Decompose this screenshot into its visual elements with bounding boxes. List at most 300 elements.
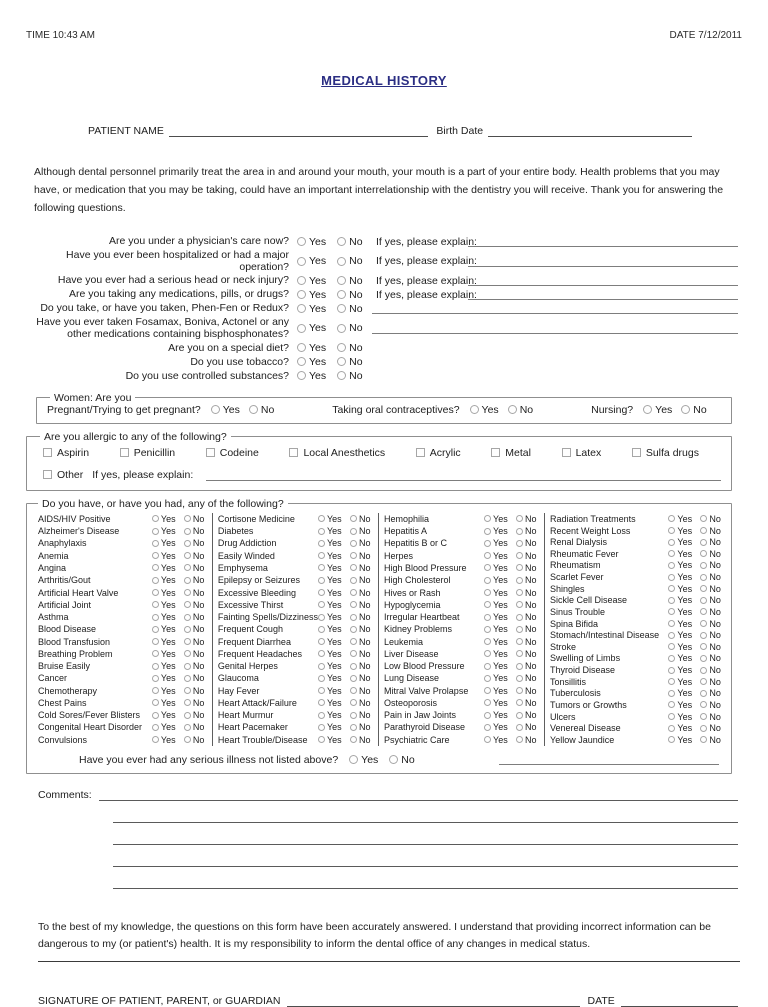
radio-icon[interactable] [152,663,159,670]
radio-icon[interactable] [318,699,325,706]
radio-icon[interactable] [318,687,325,694]
radio-icon[interactable] [184,626,191,633]
radio-icon[interactable] [700,643,707,650]
yes-option[interactable] [297,303,326,315]
radio-icon[interactable] [318,528,325,535]
yes-option[interactable] [152,551,184,561]
allergy-option[interactable] [206,447,259,459]
radio-icon[interactable] [350,577,357,584]
no-option[interactable] [516,612,542,622]
radio-icon[interactable] [318,638,325,645]
no-option[interactable] [516,600,542,610]
radio-icon[interactable] [484,552,491,559]
yes-option[interactable] [668,665,700,675]
allergy-option[interactable] [416,447,461,459]
radio-icon[interactable] [484,650,491,657]
radio-icon[interactable] [152,650,159,657]
radio-icon[interactable] [668,620,675,627]
yes-option[interactable] [484,673,516,683]
radio-icon[interactable] [700,701,707,708]
radio-icon[interactable] [668,713,675,720]
yes-option[interactable] [318,673,350,683]
yes-option[interactable] [668,560,700,570]
explain-field[interactable] [468,275,738,286]
yes-option[interactable] [318,588,350,598]
yes-option[interactable] [668,514,700,524]
no-option[interactable] [350,649,376,659]
no-option[interactable] [516,710,542,720]
yes-option[interactable] [318,575,350,585]
yes-option[interactable] [668,700,700,710]
no-option[interactable] [700,665,726,675]
radio-icon[interactable] [668,725,675,732]
radio-icon[interactable] [350,724,357,731]
no-option[interactable] [350,600,376,610]
radio-icon[interactable] [350,540,357,547]
radio-icon[interactable] [700,725,707,732]
yes-option[interactable] [297,289,326,301]
radio-icon[interactable] [184,540,191,547]
radio-icon[interactable] [184,564,191,571]
radio-icon[interactable] [516,712,523,719]
no-option[interactable] [516,649,542,659]
yes-option[interactable] [668,677,700,687]
no-option[interactable] [184,538,210,548]
radio-icon[interactable] [700,608,707,615]
yes-option[interactable] [152,735,184,745]
no-option[interactable] [700,630,726,640]
no-option[interactable] [516,538,542,548]
no-option[interactable] [337,303,362,315]
radio-icon[interactable] [484,515,491,522]
radio-icon[interactable] [668,515,675,522]
no-option[interactable] [700,526,726,536]
yes-option[interactable] [668,549,700,559]
checkbox-icon[interactable] [491,448,500,457]
radio-icon[interactable] [184,699,191,706]
radio-icon[interactable] [484,577,491,584]
no-option[interactable] [184,710,210,720]
yes-option[interactable] [152,649,184,659]
yes-option[interactable] [484,612,516,622]
radio-icon[interactable] [350,712,357,719]
explain-field[interactable] [468,236,738,247]
no-option[interactable] [700,572,726,582]
yes-option[interactable] [668,537,700,547]
allergy-option[interactable] [43,447,89,459]
no-option[interactable] [184,514,210,524]
no-option[interactable] [350,575,376,585]
yes-option[interactable] [484,637,516,647]
comments-field[interactable] [113,823,738,845]
comments-field[interactable] [99,787,738,801]
no-option[interactable] [350,551,376,561]
no-option[interactable] [700,735,726,745]
radio-icon[interactable] [350,515,357,522]
no-option[interactable] [337,255,362,267]
radio-icon[interactable] [516,675,523,682]
no-option[interactable] [516,514,542,524]
radio-icon[interactable] [297,237,306,246]
radio-icon[interactable] [152,736,159,743]
radio-icon[interactable] [297,304,306,313]
radio-icon[interactable] [184,515,191,522]
radio-icon[interactable] [152,577,159,584]
radio-icon[interactable] [249,405,258,414]
radio-icon[interactable] [152,601,159,608]
yes-option[interactable] [318,563,350,573]
radio-icon[interactable] [700,655,707,662]
checkbox-icon[interactable] [206,448,215,457]
radio-icon[interactable] [484,626,491,633]
signature-date-field[interactable] [621,995,738,1007]
no-option[interactable] [516,551,542,561]
radio-icon[interactable] [700,620,707,627]
yes-option[interactable] [152,612,184,622]
radio-icon[interactable] [152,552,159,559]
no-option[interactable] [700,584,726,594]
yes-option[interactable] [318,698,350,708]
radio-icon[interactable] [668,539,675,546]
no-option[interactable] [516,673,542,683]
yes-option[interactable] [297,356,326,368]
no-option[interactable] [350,563,376,573]
yes-option[interactable] [152,661,184,671]
radio-icon[interactable] [152,614,159,621]
yes-option[interactable] [297,370,326,382]
allergy-option[interactable] [289,447,385,459]
no-option[interactable] [337,342,362,354]
no-option[interactable] [337,236,362,248]
comments-field[interactable] [113,867,738,889]
radio-icon[interactable] [700,690,707,697]
birth-date-field[interactable] [488,124,692,137]
no-option[interactable] [700,549,726,559]
yes-option[interactable] [152,722,184,732]
allergy-option[interactable] [632,447,699,459]
radio-icon[interactable] [516,601,523,608]
radio-icon[interactable] [516,515,523,522]
radio-icon[interactable] [318,724,325,731]
radio-icon[interactable] [700,667,707,674]
radio-icon[interactable] [152,528,159,535]
radio-icon[interactable] [318,552,325,559]
no-option[interactable] [184,649,210,659]
radio-icon[interactable] [318,577,325,584]
radio-icon[interactable] [516,638,523,645]
radio-icon[interactable] [152,687,159,694]
yes-option[interactable] [152,710,184,720]
yes-option[interactable] [484,661,516,671]
radio-icon[interactable] [297,276,306,285]
no-option[interactable] [700,537,726,547]
no-option[interactable] [516,722,542,732]
radio-icon[interactable] [152,589,159,596]
radio-icon[interactable] [318,663,325,670]
radio-icon[interactable] [337,276,346,285]
no-option[interactable] [184,612,210,622]
radio-icon[interactable] [350,601,357,608]
radio-icon[interactable] [184,724,191,731]
yes-option[interactable] [152,514,184,524]
radio-icon[interactable] [389,755,398,764]
radio-icon[interactable] [700,597,707,604]
radio-icon[interactable] [152,712,159,719]
yes-option[interactable] [668,584,700,594]
no-option[interactable] [700,642,726,652]
no-option[interactable] [184,563,210,573]
no-option[interactable] [350,538,376,548]
radio-icon[interactable] [184,589,191,596]
radio-icon[interactable] [297,357,306,366]
allergy-option[interactable] [120,447,175,459]
radio-icon[interactable] [516,577,523,584]
radio-icon[interactable] [337,324,346,333]
yes-option[interactable] [668,712,700,722]
yes-option[interactable] [484,735,516,745]
radio-icon[interactable] [700,539,707,546]
radio-icon[interactable] [350,626,357,633]
radio-icon[interactable] [484,601,491,608]
explain-field[interactable] [372,323,738,334]
no-option[interactable] [700,653,726,663]
radio-icon[interactable] [484,564,491,571]
radio-icon[interactable] [337,257,346,266]
yes-option[interactable] [318,735,350,745]
radio-icon[interactable] [516,614,523,621]
radio-icon[interactable] [484,663,491,670]
radio-icon[interactable] [668,667,675,674]
patient-name-field[interactable] [169,124,429,137]
radio-icon[interactable] [484,724,491,731]
yes-option[interactable] [152,637,184,647]
radio-icon[interactable] [318,614,325,621]
radio-icon[interactable] [668,574,675,581]
yes-option[interactable] [297,236,326,248]
yes-option[interactable] [318,637,350,647]
no-option[interactable] [350,612,376,622]
no-option[interactable] [184,673,210,683]
no-option[interactable] [184,698,210,708]
no-option[interactable] [350,673,376,683]
checkbox-icon[interactable] [562,448,571,457]
radio-icon[interactable] [508,405,517,414]
yes-option[interactable] [297,322,326,334]
yes-option[interactable] [318,722,350,732]
explain-field[interactable] [468,289,738,300]
no-option[interactable] [350,624,376,634]
yes-option[interactable] [668,630,700,640]
allergy-other-option[interactable] [43,469,83,481]
no-option[interactable] [350,526,376,536]
radio-icon[interactable] [516,650,523,657]
checkbox-icon[interactable] [43,448,52,457]
no-option[interactable] [700,688,726,698]
no-option[interactable] [184,526,210,536]
yes-option[interactable] [318,526,350,536]
radio-icon[interactable] [152,515,159,522]
no-option[interactable] [350,514,376,524]
yes-option[interactable] [470,404,499,416]
yes-option[interactable] [484,575,516,585]
radio-icon[interactable] [668,701,675,708]
radio-icon[interactable] [484,528,491,535]
radio-icon[interactable] [211,405,220,414]
no-option[interactable] [184,624,210,634]
yes-option[interactable] [318,612,350,622]
yes-option[interactable] [484,514,516,524]
allergy-explain-field[interactable] [206,470,721,481]
yes-option[interactable] [484,698,516,708]
radio-icon[interactable] [700,515,707,522]
radio-icon[interactable] [700,632,707,639]
yes-option[interactable] [484,526,516,536]
no-option[interactable] [516,735,542,745]
yes-option[interactable] [152,538,184,548]
no-option[interactable] [700,607,726,617]
radio-icon[interactable] [152,638,159,645]
yes-option[interactable] [668,688,700,698]
radio-icon[interactable] [318,650,325,657]
radio-icon[interactable] [484,638,491,645]
no-option[interactable] [700,560,726,570]
radio-icon[interactable] [152,564,159,571]
radio-icon[interactable] [184,614,191,621]
yes-option[interactable] [668,735,700,745]
radio-icon[interactable] [337,357,346,366]
radio-icon[interactable] [350,687,357,694]
yes-option[interactable] [668,595,700,605]
radio-icon[interactable] [318,626,325,633]
radio-icon[interactable] [297,324,306,333]
radio-icon[interactable] [700,574,707,581]
yes-option[interactable] [318,710,350,720]
radio-icon[interactable] [318,540,325,547]
no-option[interactable] [700,700,726,710]
radio-icon[interactable] [668,608,675,615]
checkbox-icon[interactable] [43,470,52,479]
radio-icon[interactable] [297,343,306,352]
radio-icon[interactable] [184,712,191,719]
comments-field[interactable] [113,845,738,867]
radio-icon[interactable] [516,687,523,694]
radio-icon[interactable] [337,237,346,246]
allergy-option[interactable] [562,447,602,459]
radio-icon[interactable] [484,736,491,743]
no-option[interactable] [184,588,210,598]
yes-option[interactable] [668,653,700,663]
radio-icon[interactable] [668,690,675,697]
yes-option[interactable] [668,642,700,652]
no-option[interactable] [337,322,362,334]
no-option[interactable] [337,289,362,301]
no-option[interactable] [350,686,376,696]
yes-option[interactable] [297,342,326,354]
checkbox-icon[interactable] [289,448,298,457]
radio-icon[interactable] [668,562,675,569]
no-option[interactable] [184,661,210,671]
yes-option[interactable] [152,526,184,536]
radio-icon[interactable] [350,528,357,535]
no-option[interactable] [337,275,362,287]
yes-option[interactable] [152,575,184,585]
allergy-option[interactable] [491,447,531,459]
yes-option[interactable] [318,551,350,561]
yes-option[interactable] [349,754,378,766]
radio-icon[interactable] [318,675,325,682]
yes-option[interactable] [152,686,184,696]
radio-icon[interactable] [350,589,357,596]
radio-icon[interactable] [350,638,357,645]
radio-icon[interactable] [516,663,523,670]
radio-icon[interactable] [668,550,675,557]
yes-option[interactable] [318,649,350,659]
radio-icon[interactable] [470,405,479,414]
radio-icon[interactable] [184,552,191,559]
radio-icon[interactable] [152,540,159,547]
checkbox-icon[interactable] [416,448,425,457]
radio-icon[interactable] [152,724,159,731]
radio-icon[interactable] [700,585,707,592]
radio-icon[interactable] [516,589,523,596]
no-option[interactable] [337,356,362,368]
radio-icon[interactable] [318,601,325,608]
radio-icon[interactable] [484,699,491,706]
radio-icon[interactable] [184,687,191,694]
yes-option[interactable] [152,698,184,708]
yes-option[interactable] [152,563,184,573]
no-option[interactable] [184,686,210,696]
yes-option[interactable] [318,661,350,671]
no-option[interactable] [516,575,542,585]
radio-icon[interactable] [184,663,191,670]
radio-icon[interactable] [184,528,191,535]
yes-option[interactable] [668,526,700,536]
radio-icon[interactable] [350,663,357,670]
radio-icon[interactable] [152,626,159,633]
radio-icon[interactable] [484,614,491,621]
no-option[interactable] [350,722,376,732]
signature-field[interactable] [287,995,580,1007]
yes-option[interactable] [668,619,700,629]
serious-illness-field[interactable] [499,755,719,765]
yes-option[interactable] [484,588,516,598]
no-option[interactable] [350,661,376,671]
no-option[interactable] [350,637,376,647]
no-option[interactable] [700,619,726,629]
no-option[interactable] [700,595,726,605]
radio-icon[interactable] [184,577,191,584]
no-option[interactable] [516,588,542,598]
radio-icon[interactable] [668,655,675,662]
no-option[interactable] [508,404,533,416]
radio-icon[interactable] [350,650,357,657]
no-option[interactable] [184,722,210,732]
radio-icon[interactable] [681,405,690,414]
no-option[interactable] [184,551,210,561]
radio-icon[interactable] [297,257,306,266]
no-option[interactable] [681,404,706,416]
radio-icon[interactable] [152,699,159,706]
radio-icon[interactable] [349,755,358,764]
radio-icon[interactable] [337,290,346,299]
yes-option[interactable] [318,538,350,548]
radio-icon[interactable] [700,713,707,720]
yes-option[interactable] [643,404,672,416]
radio-icon[interactable] [350,564,357,571]
radio-icon[interactable] [297,371,306,380]
radio-icon[interactable] [516,564,523,571]
